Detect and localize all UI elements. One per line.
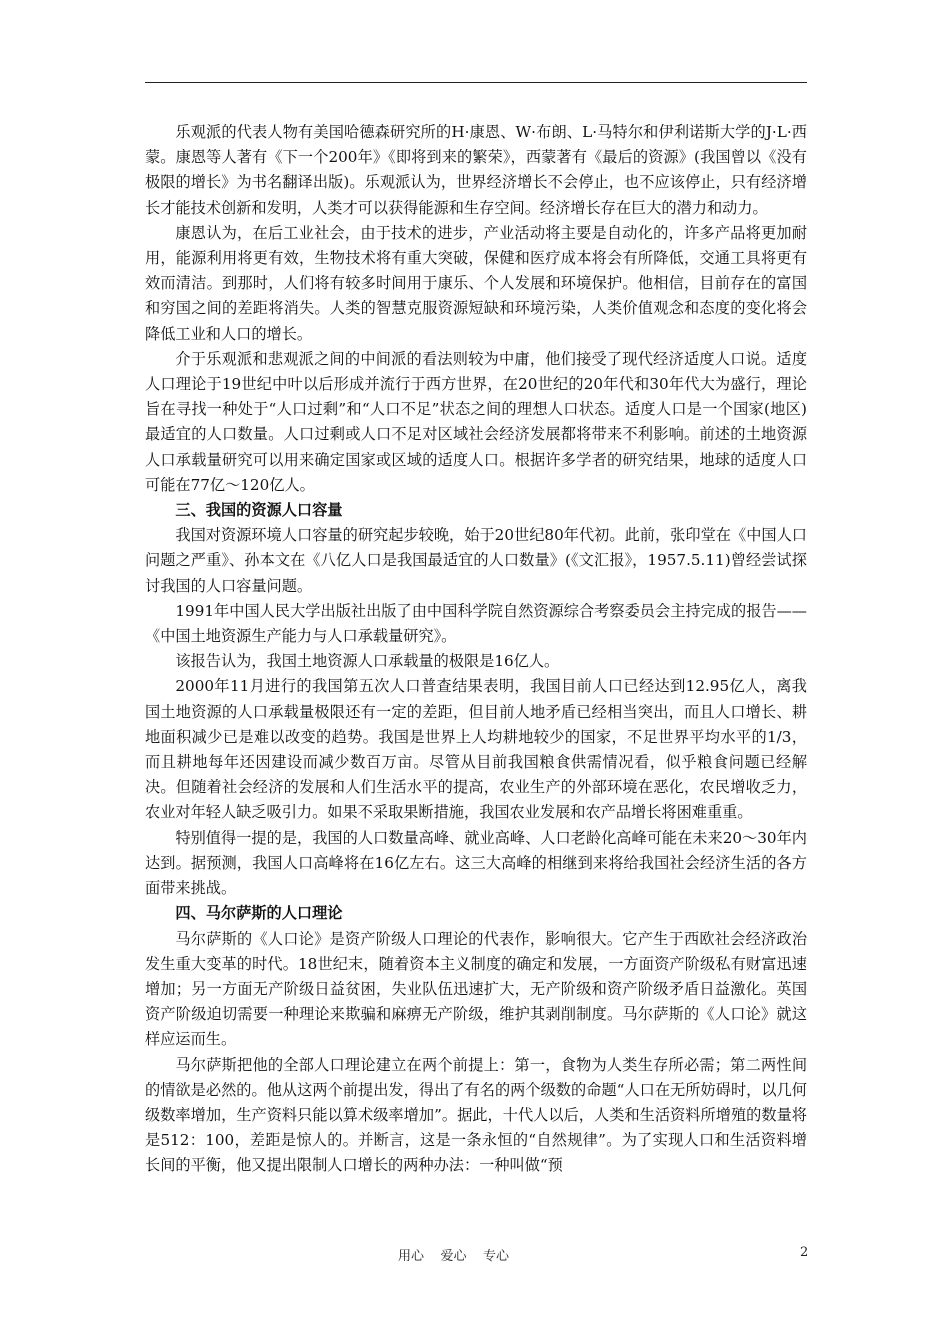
- footer-motto: 用心 爱心 专心: [398, 1249, 510, 1264]
- paragraph-1991-report: 1991年中国人民大学出版社出版了由中国科学院自然资源综合考察委员会主持完成的报告——《中国土地资源生产能力与人口承载量研究》。: [145, 601, 807, 646]
- page-number: 2: [800, 1245, 809, 1260]
- paragraph-census-2000: 2000年11月进行的我国第五次人口普查结果表明，我国目前人口已经达到12.95亿人，离我国土地资源的人口承载量极限还有一定的差距，但目前人地矛盾已经相当突出，而且人口增长、耕地面积减少已是难以改变的趋势。我国是世界上人均耕地较少的国家，不足世界平均水平的1/3，而且耕地每年还因建设而减少数百万亩。尽管从目前我国粮食供需情况看，似乎粮食问题已经解决。但随着社会经济的发展和人们生活水平的提高，农业生产的外部环境在恶化，农民增收乏力，农业对年轻人缺乏吸引力。如果不采取果断措施，我国农业发展和农产品增长将困难重重。: [145, 677, 807, 822]
- header-rule: [145, 82, 807, 83]
- section-heading-4: 四、马尔萨斯的人口理论: [175, 904, 343, 923]
- paragraph-china-research: 我国对资源环境人口容量的研究起步较晚，始于20世纪80年代初。此前，张印堂在《中国人口问题之严重》、孙本文在《八亿人口是我国最适宜的人口数量》(《文汇报》，1957.5.11)曾经尝试探讨我国的人口容量问题。: [145, 526, 807, 595]
- paragraph-kahn: 康恩认为，在后工业社会，由于技术的进步，产业活动将主要是自动化的，许多产品将更加耐用，能源利用将更有效，生物技术将有重大突破，保健和医疗成本将会有所降低，交通工具将更有效而清洁。到那时，人们将有较多时间用于康乐、个人发展和环境保护。他相信，目前存在的富国和穷国之间的差距将消失。人类的智慧克服资源短缺和环境污染，人类价值观念和态度的变化将会降低工业和人口的增长。: [145, 223, 807, 343]
- paragraph-optimists: 乐观派的代表人物有美国哈德森研究所的H·康恩、W·布朗、L·马特尔和伊利诺斯大学的J·L·西蒙。康恩等人著有《下一个200年》《即将到来的繁荣》，西蒙著有《最后的资源》(我国曾以《没有极限的增长》为书名翻译出版)。乐观派认为，世界经济增长不会停止，也不应该停止，只有经济增长才能技术创新和发明，人类才可以获得能源和生存空间。经济增长存在巨大的潜力和动力。: [145, 123, 807, 217]
- paragraph-malthus-premises: 马尔萨斯把他的全部人口理论建立在两个前提上：第一，食物为人类生存所必需；第二两性间的情欲是必然的。他从这两个前提出发，得出了有名的两个级数的命题“人口在无所妨碍时，以几何级数率增加，生产资料只能以算术级率增加”。据此，十代人以后，人类和生活资料所增殖的数量将是512：100，差距是惊人的。并断言，这是一条永恒的“自然规律”。为了实现人口和生活资料增长间的平衡，他又提出限制人口增长的两种办法：一种叫做“预: [145, 1055, 807, 1175]
- paragraph-three-peaks: 特别值得一提的是，我国的人口数量高峰、就业高峰、人口老龄化高峰可能在未来20～30年内达到。据预测，我国人口高峰将在16亿左右。这三大高峰的相继到来将给我国社会经济生活的各方面带来挑战。: [145, 828, 807, 898]
- document-body: [145, 120, 807, 1179]
- paragraph-malthus-intro: 马尔萨斯的《人口论》是资产阶级人口理论的代表作，影响很大。它产生于西欧社会经济政治发生重大变革的时代。18世纪末，随着资本主义制度的确定和发展，一方面资产阶级私有财富迅速增加；另一方面无产阶级日益贫困，失业队伍迅速扩大，无产阶级和资产阶级矛盾日益激化。英国资产阶级迫切需要一种理论来欺骗和麻痹无产阶级，维护其剥削制度。马尔萨斯的《人口论》就这样应运而生。: [145, 929, 807, 1049]
- paragraph-moderates: 介于乐观派和悲观派之间的中间派的看法则较为中庸，他们接受了现代经济适度人口说。适度人口理论于19世纪中叶以后形成并流行于西方世界，在20世纪的20年代和30年代大为盛行，理论旨在寻找一种处于“人口过剩”和“人口不足”状态之间的理想人口状态。适度人口是一个国家(地区)最适宜的人口数量。人口过剩或人口不足对区域社会经济发展都将带来不利影响。前述的土地资源人口承载量研究可以用来确定国家或区域的适度人口。根据许多学者的研究结果，地球的适度人口可能在77亿～120亿人。: [145, 349, 807, 494]
- section-heading-3: 三、我国的资源人口容量: [175, 501, 343, 520]
- paragraph-report-limit: 该报告认为，我国土地资源人口承载量的极限是16亿人。: [175, 652, 560, 671]
